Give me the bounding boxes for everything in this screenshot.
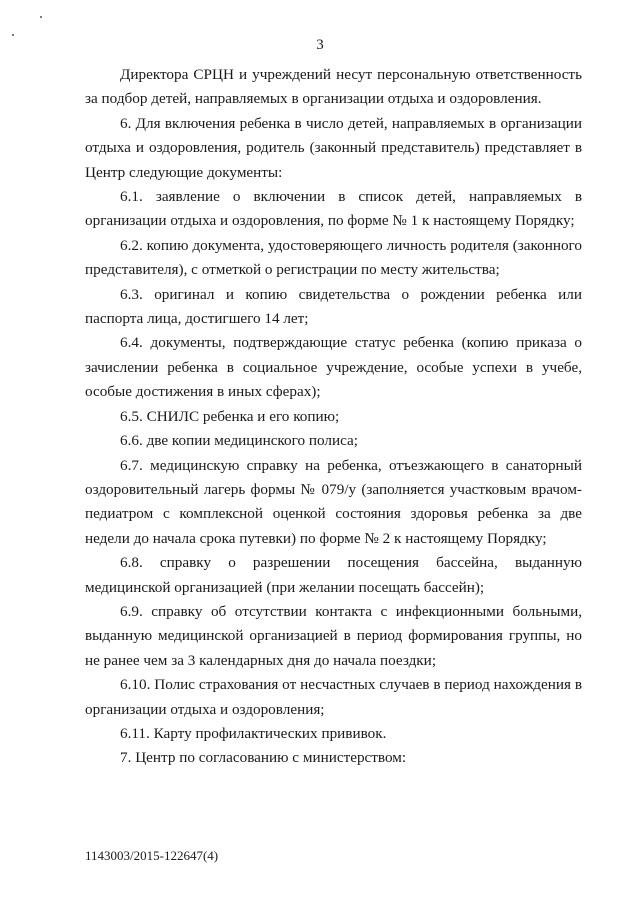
document-body [85,63,582,771]
paragraph-6-1: 6.1. заявление о включении в список детей, направляемых в организации отдыха и оздоровления, по форме № 1 к настоящему Порядку; [85,188,582,230]
paragraph-6-8: 6.8. справку о разрешении посещения бассейна, выданную медицинской организацией (при желании посещать бассейн); [85,554,582,596]
scan-speck [12,34,14,36]
paragraph-6-9: 6.9. справку об отсутствии контакта с инфекционными больными, выданную медицинской организацией в период формирования группы, но не ранее чем за 3 календарных дня до начала поездки; [85,602,582,669]
paragraph-6-2: 6.2. копию документа, удостоверяющего личность родителя (законного представителя), с отметкой о регистрации по месту жительства; [85,236,582,279]
paragraph-directors-responsibility: Директора СРЦН и учреждений несут персональную ответственность за подбор детей, направляемых в организации отдыха и оздоровления. [85,66,582,108]
paragraph-6-4: 6.4. документы, подтверждающие статус ребенка (копию приказа о зачислении ребенка в социальное учреждение, особые успехи в учебе, особые достижения в иных сферах); [85,334,582,401]
paragraph-6-6: 6.6. две копии медицинского полиса; [120,432,358,450]
paragraph-6-5: 6.5. СНИЛС ребенка и его копию; [120,407,340,425]
paragraph-6-7: 6.7. медицинскую справку на ребенка, отъезжающего в санаторный оздоровительный лагерь формы № 079/у (заполняется участковым врачом-педиатром с комплексной оценкой состояния здоровья ребенка за две недели до начала срока путевки) по форме № 2 к настоящему Порядку; [85,456,582,547]
paragraph-7: 7. Центр по согласованию с министерством: [120,749,407,767]
document-footer-code: 1143003/2015-122647(4) [85,848,219,863]
paragraph-6-11: 6.11. Карту профилактических прививок. [120,724,387,742]
scan-speck [40,16,42,18]
paragraph-6-10: 6.10. Полис страхования от несчастных случаев в период нахождения в организации отдыха и оздоровления; [85,676,582,718]
paragraph-6: 6. Для включения ребенка в число детей, направляемых в организации отдыха и оздоровления, родитель (законный представитель) представляет в Центр следующие документы: [85,114,582,181]
paragraph-6-3: 6.3. оригинал и копию свидетельства о рождении ребенка или паспорта лица, достигшего 14 лет; [85,285,582,328]
page-number: 3 [316,37,324,53]
